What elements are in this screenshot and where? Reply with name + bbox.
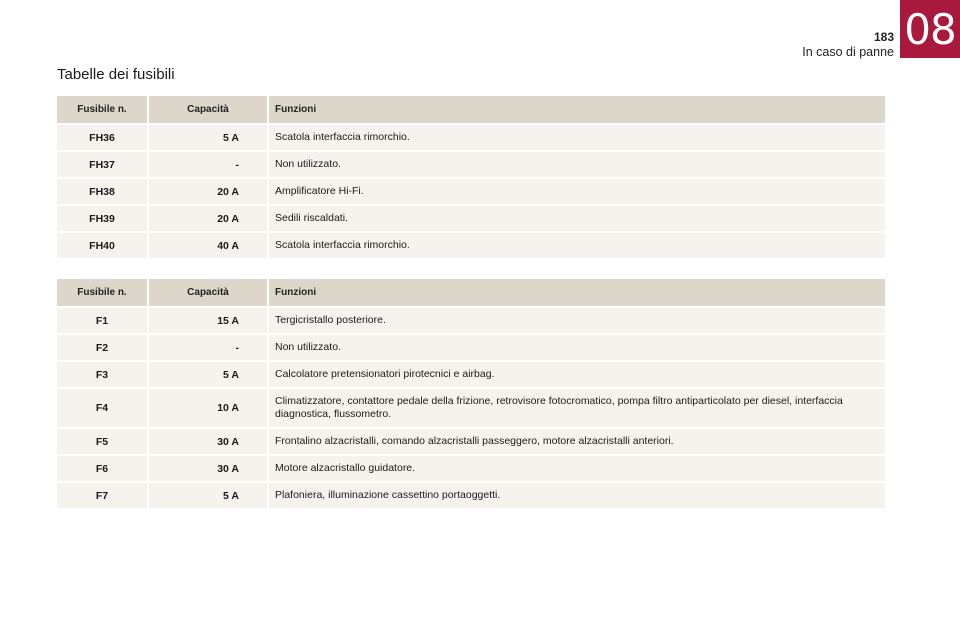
table-row: [57, 231, 885, 258]
fuse-cell: F6: [57, 454, 149, 481]
table-row: [57, 177, 885, 204]
fuse-cell: F3: [57, 360, 149, 387]
column-header-fuse: Fusibile n.: [57, 279, 149, 306]
page-number: 183: [873, 30, 894, 44]
column-header-function: Funzioni: [269, 279, 885, 306]
capacity-cell: -: [149, 333, 269, 360]
capacity-cell: 5 A: [149, 123, 269, 150]
function-cell: Motore alzacristallo guidatore.: [269, 454, 885, 481]
function-cell: Sedili riscaldati.: [269, 204, 885, 231]
fuse-cell: FH37: [57, 150, 149, 177]
page-title: Tabelle dei fusibili: [57, 66, 175, 83]
function-cell: Amplificatore Hi-Fi.: [269, 177, 885, 204]
capacity-cell: 10 A: [149, 387, 269, 427]
fuse-cell: F5: [57, 427, 149, 454]
chapter-tab: 08: [900, 0, 960, 58]
table-row: [57, 333, 885, 360]
function-cell: Climatizzatore, contattore pedale della frizione, retrovisore fotocromatico, pompa filtro antiparticolato per diesel, interfaccia diagnostica, flussometro.: [269, 387, 885, 427]
function-cell: Scatola interfaccia rimorchio.: [269, 123, 885, 150]
function-cell: Non utilizzato.: [269, 333, 885, 360]
fuse-cell: FH38: [57, 177, 149, 204]
fuse-cell: FH36: [57, 123, 149, 150]
table-row: [57, 387, 885, 427]
fuse-cell: F1: [57, 306, 149, 333]
table-row: [57, 454, 885, 481]
fuse-table-1: [57, 96, 885, 258]
capacity-cell: -: [149, 150, 269, 177]
function-cell: Calcolatore pretensionatori pirotecnici e airbag.: [269, 360, 885, 387]
column-header-function: Funzioni: [269, 96, 885, 123]
table-row: [57, 481, 885, 508]
section-name: In caso di panne: [802, 45, 894, 59]
capacity-cell: 15 A: [149, 306, 269, 333]
table-row: [57, 123, 885, 150]
fuse-table-2: [57, 279, 885, 508]
function-cell: Non utilizzato.: [269, 150, 885, 177]
fuse-cell: F4: [57, 387, 149, 427]
table-row: [57, 204, 885, 231]
capacity-cell: 30 A: [149, 427, 269, 454]
table-header-row: [57, 279, 885, 306]
capacity-cell: 30 A: [149, 454, 269, 481]
function-cell: Plafoniera, illuminazione cassettino portaoggetti.: [269, 481, 885, 508]
table-row: [57, 360, 885, 387]
function-cell: Scatola interfaccia rimorchio.: [269, 231, 885, 258]
table-row: [57, 306, 885, 333]
fuse-cell: F2: [57, 333, 149, 360]
capacity-cell: 5 A: [149, 481, 269, 508]
fuse-cell: FH39: [57, 204, 149, 231]
fuse-cell: F7: [57, 481, 149, 508]
function-cell: Tergicristallo posteriore.: [269, 306, 885, 333]
capacity-cell: 20 A: [149, 177, 269, 204]
column-header-fuse: Fusibile n.: [57, 96, 149, 123]
capacity-cell: 20 A: [149, 204, 269, 231]
function-cell: Frontalino alzacristalli, comando alzacristalli passeggero, motore alzacristalli anteriori.: [269, 427, 885, 454]
fuse-cell: FH40: [57, 231, 149, 258]
table-row: [57, 150, 885, 177]
capacity-cell: 40 A: [149, 231, 269, 258]
capacity-cell: 5 A: [149, 360, 269, 387]
column-header-capacity: Capacità: [149, 96, 269, 123]
table-row: [57, 427, 885, 454]
table-header-row: [57, 96, 885, 123]
column-header-capacity: Capacità: [149, 279, 269, 306]
